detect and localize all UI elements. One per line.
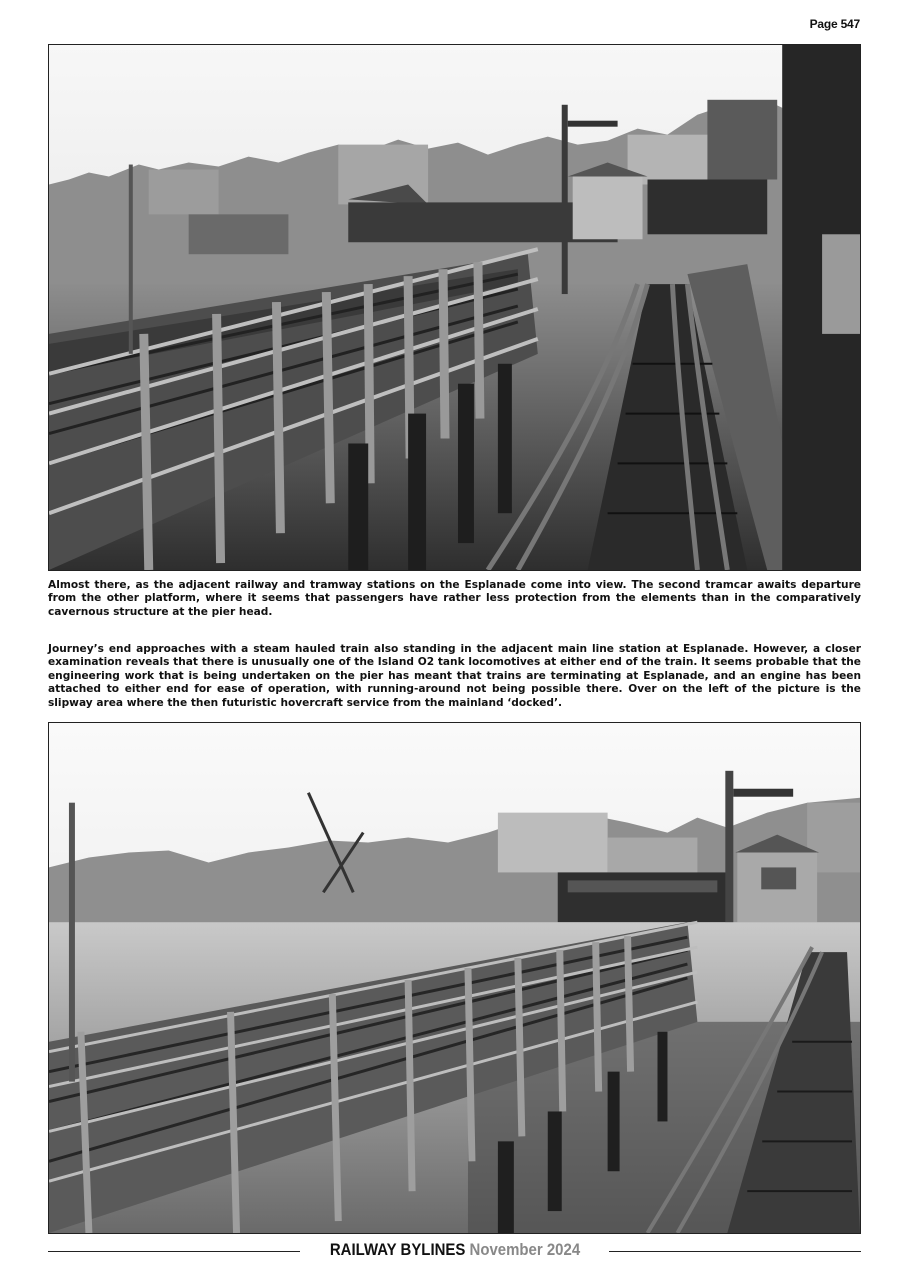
photo-esplanade-steam-train bbox=[48, 722, 861, 1234]
footer-rule-right bbox=[609, 1251, 861, 1252]
photo-esplanade-steam-train-image bbox=[49, 723, 860, 1233]
footer-masthead bbox=[327, 1240, 582, 1260]
footer bbox=[48, 1238, 861, 1264]
caption-second-photo: Journey’s end approaches with a steam hauled train also standing in the adjacent main line station at Esplanade. However, a closer examination reveals that there is unusually one of the Island O2 tank locomotives at either end of the train. It seems probable that the engineering work that is being undertaken on the pier has meant that trains are terminating at Esplanade, and an engine has been attached to either end for ease of operation, with running-around not being possible there. Over on the left of the picture is the slipway area where the then futuristic hovercraft service from the mainland ‘docked’. bbox=[48, 643, 861, 709]
caption-first-photo: Almost there, as the adjacent railway and tramway stations on the Esplanade come into view. The second tramcar awaits departure from the other platform, where it seems that passengers have rather less protection from the elements than in the comparatively cavernous structure at the pier head. bbox=[48, 579, 861, 618]
page-number: Page 547 bbox=[809, 17, 860, 31]
footer-rule-left bbox=[48, 1251, 300, 1252]
footer-magazine-name: RAILWAY BYLINES bbox=[329, 1240, 466, 1259]
photo-esplanade-approach-image bbox=[49, 45, 860, 570]
footer-issue-date: November 2024 bbox=[469, 1240, 581, 1259]
photo-esplanade-approach bbox=[48, 44, 861, 571]
